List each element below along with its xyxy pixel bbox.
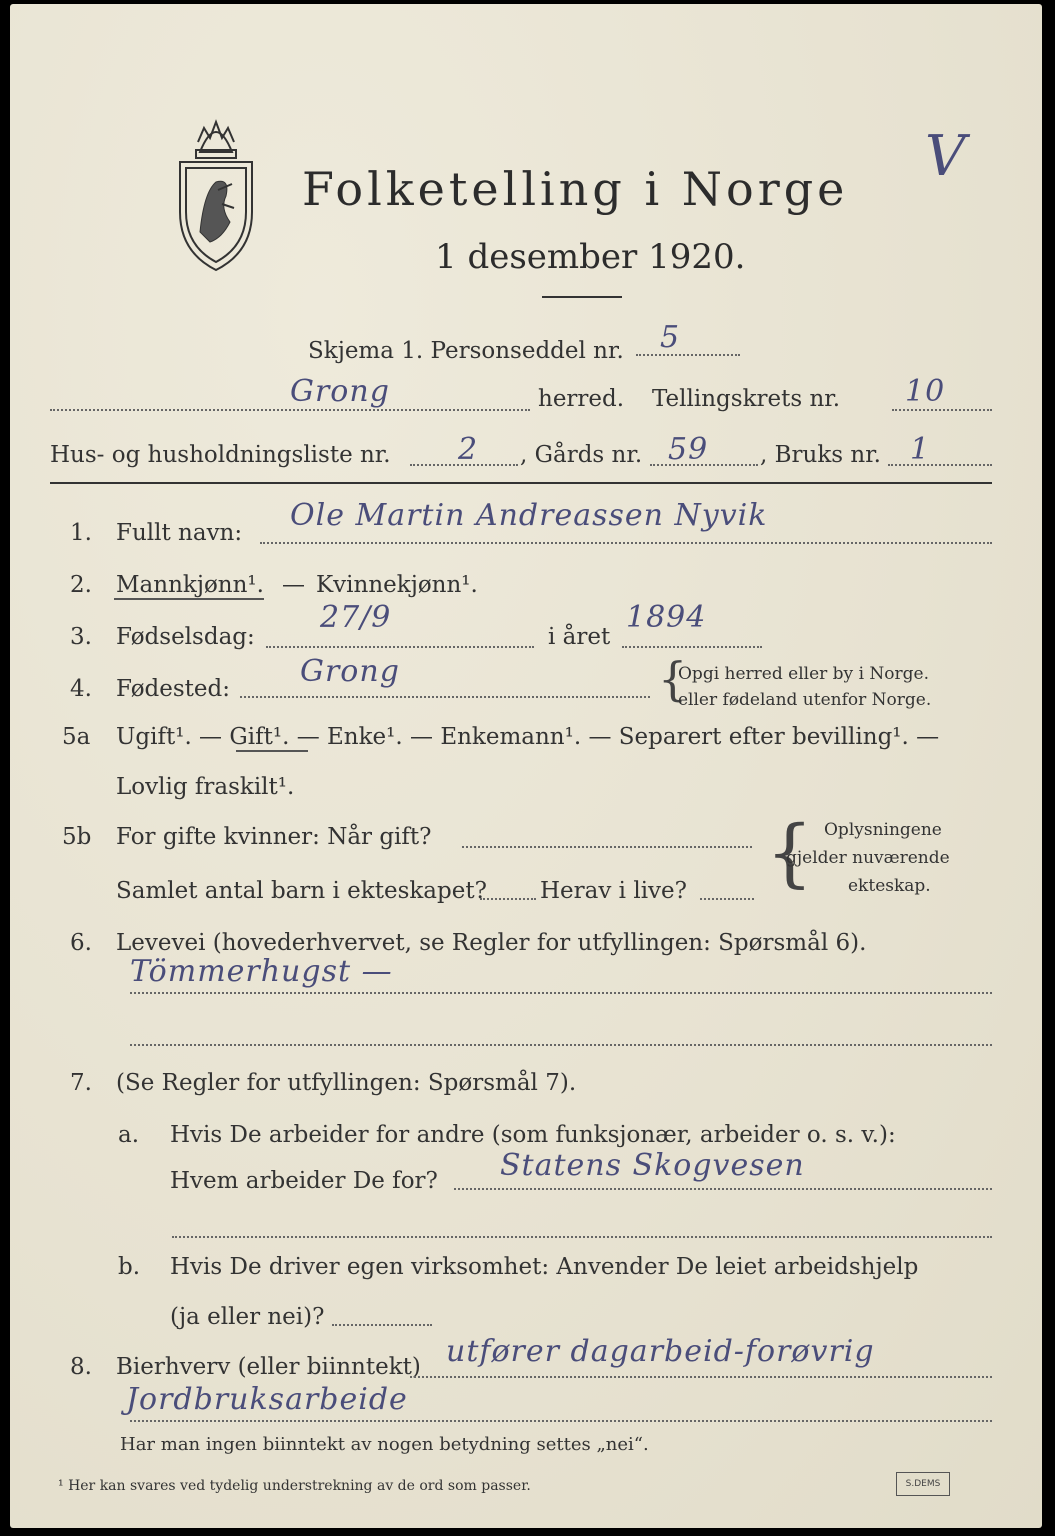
q7b-line[interactable] xyxy=(332,1324,432,1326)
herred-label: herred. xyxy=(538,386,625,412)
q4-brace: { xyxy=(658,652,688,706)
q6-line2 xyxy=(130,1044,992,1046)
q6-value[interactable]: Tömmerhugst — xyxy=(130,954,393,989)
gards-label: , Gårds nr. xyxy=(520,442,643,468)
census-form xyxy=(10,4,1042,1528)
schema-line xyxy=(636,354,740,356)
q7b-line1: Hvis De driver egen virksomhet: Anvender De leiet arbeidshjelp xyxy=(170,1254,919,1280)
q1-number: 1. xyxy=(70,520,92,546)
q5b-note-line3: ekteskap. xyxy=(848,876,931,896)
q5b-number: 5b xyxy=(62,824,92,850)
q3-value[interactable]: 27/9 xyxy=(320,600,392,635)
footnote: ¹ Her kan svares ved tydelig understrekning av de ord som passer. xyxy=(58,1478,531,1494)
q2-male[interactable]: Mannkjønn¹. xyxy=(116,572,264,598)
q5b-line2a: Samlet antal barn i ekteskapet? xyxy=(116,878,487,904)
q7a-line xyxy=(454,1188,992,1190)
gards-value[interactable]: 59 xyxy=(668,432,709,467)
herred-line xyxy=(50,409,530,411)
header-rule xyxy=(50,482,992,484)
q5b-barn-line xyxy=(480,898,536,900)
form-title: Folketelling i Norge xyxy=(302,162,849,216)
q8-label: Bierhverv (eller biinntekt) xyxy=(116,1354,421,1380)
q8-line1 xyxy=(410,1376,992,1378)
q7a-extra-line xyxy=(172,1236,992,1238)
q3-year-line xyxy=(622,646,762,648)
q8-note: Har man ingen biinntekt av nogen betydning settes „nei“. xyxy=(120,1434,649,1455)
q5b-gift-line xyxy=(462,846,752,848)
q8-number: 8. xyxy=(70,1354,92,1380)
q7-label: (Se Regler for utfyllingen: Spørsmål 7). xyxy=(116,1070,577,1096)
q4-value[interactable]: Grong xyxy=(300,654,400,689)
q3-label: Fødselsdag: xyxy=(116,624,255,650)
q1-value[interactable]: Ole Martin Andreassen Nyvik xyxy=(290,498,768,533)
q4-note-line2: eller fødeland utenfor Norge. xyxy=(678,690,932,710)
bruks-value[interactable]: 1 xyxy=(910,432,931,467)
title-divider xyxy=(542,296,622,298)
tellingskrets-label: Tellingskrets nr. xyxy=(652,386,841,412)
q5b-note-line2: gjelder nuværende xyxy=(786,848,950,868)
q5b-line1: For gifte kvinner: Når gift? xyxy=(116,824,432,850)
bruks-label: , Bruks nr. xyxy=(760,442,881,468)
q5b-brace: { xyxy=(766,810,814,896)
schema-label: Skjema 1. Personseddel nr. xyxy=(308,338,624,364)
q4-label: Fødested: xyxy=(116,676,231,702)
q3-line xyxy=(266,646,534,648)
q3-year-value[interactable]: 1894 xyxy=(626,600,707,635)
q2-male-underline xyxy=(114,598,264,600)
q3-number: 3. xyxy=(70,624,92,650)
q6-number: 6. xyxy=(70,930,92,956)
schema-value[interactable]: 5 xyxy=(660,320,681,355)
q4-note-line1: Opgi herred eller by i Norge. xyxy=(678,664,929,684)
q7a-letter: a. xyxy=(118,1122,140,1148)
q8-value-line1[interactable]: utfører dagarbeid-forøvrig xyxy=(446,1334,875,1369)
q1-line xyxy=(260,542,992,544)
q8-line2 xyxy=(130,1420,992,1422)
q6-line1 xyxy=(130,992,992,994)
herred-value[interactable]: Grong xyxy=(290,374,390,409)
coat-of-arms-icon xyxy=(170,112,262,274)
household-list-label: Hus- og husholdningsliste nr. xyxy=(50,442,391,468)
q5b-line2b: Herav i live? xyxy=(540,878,687,904)
q7-number: 7. xyxy=(70,1070,92,1096)
q2-number: 2. xyxy=(70,572,92,598)
q7a-line2: Hvem arbeider De for? xyxy=(170,1168,438,1194)
tellingskrets-line xyxy=(892,409,992,411)
q8-value-line2[interactable]: Jordbruksarbeide xyxy=(126,1382,408,1417)
q5b-note-line1: Oplysningene xyxy=(824,820,942,840)
q2-female[interactable]: Kvinnekjønn¹. xyxy=(316,572,478,598)
q5a-line2[interactable]: Lovlig fraskilt¹. xyxy=(116,774,295,800)
q2-separator: — xyxy=(282,572,305,598)
q5a-line1[interactable]: Ugift¹. — Gift¹. — Enke¹. — Enkemann¹. — Separert efter bevilling¹. — xyxy=(116,724,940,750)
check-mark: V xyxy=(925,124,967,189)
q7b-line2: (ja eller nei)? xyxy=(170,1304,325,1330)
q5a-gift-underline xyxy=(236,750,308,752)
q4-line xyxy=(240,696,650,698)
q5b-live-line xyxy=(700,898,754,900)
q7a-value[interactable]: Statens Skogvesen xyxy=(500,1148,805,1183)
q7b-letter: b. xyxy=(118,1254,141,1280)
printer-stamp: S.DEMS xyxy=(896,1472,950,1496)
census-date: 1 desember 1920. xyxy=(435,237,746,277)
q5a-number: 5a xyxy=(62,724,91,750)
household-list-value[interactable]: 2 xyxy=(458,432,479,467)
q6-label: Levevei (hovederhvervet, se Regler for utfyllingen: Spørsmål 6). xyxy=(116,930,867,956)
tellingskrets-value[interactable]: 10 xyxy=(905,374,946,409)
q3-year-label: i året xyxy=(548,624,611,650)
q7a-line1: Hvis De arbeider for andre (som funksjonær, arbeider o. s. v.): xyxy=(170,1122,896,1148)
q1-label: Fullt navn: xyxy=(116,520,243,546)
bruks-line xyxy=(888,464,992,466)
q4-number: 4. xyxy=(70,676,92,702)
